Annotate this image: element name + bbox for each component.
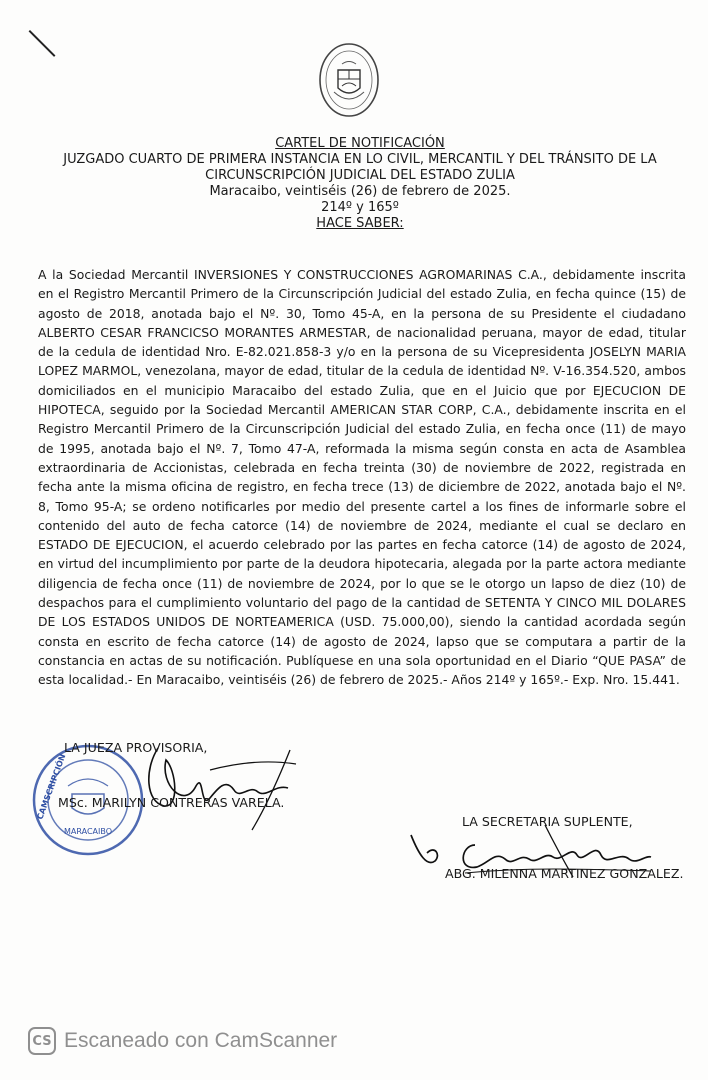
camscanner-text: Escaneado con CamScanner (64, 1029, 338, 1052)
camscanner-logo-icon: CS (28, 1027, 56, 1055)
court-name-line-2: CIRCUNSCRIPCIÓN JUDICIAL DEL ESTADO ZULIA (205, 168, 515, 183)
notice-paragraph: A la Sociedad Mercantil INVERSIONES Y CONSTRUCCIONES AGROMARINAS C.A., debidamente inscrita en el Registro Mercantil Primero de la Circunscripción Judicial del estado Zulia, en fecha quince (15) de agosto de 2018, anotada bajo el Nº. 30, Tomo 45-A, en la persona de su Presidente el ciudadano ALBERTO CESAR FRANCICSO MORANTES ARMESTAR, de nacionalidad peruana, mayor de edad, titular de la cedula de identidad Nro. E-82.021.858-3 y/o en la persona de su Vicepresidenta JOSELYN MARIA LOPEZ MARMOL, venezolana, mayor de edad, titular de la cedula de identidad Nº. V-16.354.520, ambos domiciliados en el municipio Maracaibo del estado Zulia, que en el Juicio que por EJECUCION DE HIPOTECA, seguido por la Sociedad Mercantil AMERICAN STAR CORP, C.A., debidamente inscrita en el Registro Mercantil Primero de la Circunscripción Judicial del estado Zulia, en fecha once (11) de mayo de 1995, anotada bajo el Nº. 7, Tomo 47-A, reformada la misma según consta en acta de Asamblea extraordinaria de Accionistas, celebrada en fecha treinta (30) de noviembre de 2022, registrada en fecha ante la misma oficina de registro, en fecha trece (13) de diciembre de 2022, anotada bajo el Nº. 8, Tomo 95-A; se ordeno notificarles por medio del presente cartel a los fines de informarle sobre el contenido del auto de fecha catorce (14) de noviembre de 2024, mediante el cual se declaro en ESTADO DE EJECUCION, el acuerdo celebrado por las partes en fecha catorce (14) de agosto de 2024, en virtud del incumplimiento por parte de la deudora hipotecaria, alegada por la parte actora mediante diligencia de fecha once (11) de noviembre de 2024, por lo que se le otorgo un lapso de diez (10) de despachos para el cumplimiento voluntario del pago de la cantidad de SETENTA Y CINCO MIL DOLARES DE LOS ESTADOS UNIDOS DE NORTEAMERICA (USD. 75.000,00), siendo la cantidad acordada según consta en escrito de fecha catorce (14) de agosto de 2024, lapso que se computara a partir de la constancia en actas de su notificación. Publíquese en una sola oportunidad en el Diario “QUE PASA” de esta localidad.- En Maracaibo, veintiséis (26) de febrero de 2025.- Años 214º y 165º.- Exp. Nro. 15.441. (38, 267, 686, 688)
jueza-title: LA JUEZA PROVISORIA, (64, 740, 208, 755)
hace-saber-heading: HACE SABER: (316, 216, 404, 231)
years-line: 214º y 165º (321, 200, 399, 215)
secretaria-title: LA SECRETARIA SUPLENTE, (462, 814, 633, 829)
pen-mark (29, 30, 56, 57)
secretaria-name: ABG. MILENNA MARTINEZ GONZALEZ. (445, 866, 684, 881)
notice-body (38, 265, 686, 690)
jueza-name: MSc. MARILYN CONTRERAS VARELA. (58, 795, 285, 810)
court-name-line-1: JUZGADO CUARTO DE PRIMERA INSTANCIA EN LO CIVIL, MERCANTIL Y DEL TRÁNSITO DE LA (63, 152, 657, 167)
stamp-text-top: CAMSCRIPCIÓN (35, 752, 68, 821)
document-header (40, 136, 680, 232)
coat-of-arms-seal-icon (318, 42, 380, 118)
stamp-text-city: MARACAIBO (64, 827, 113, 836)
document-date: Maracaibo, veintiséis (26) de febrero de 2025. (209, 184, 511, 199)
camscanner-footer (28, 1026, 337, 1056)
document-title: CARTEL DE NOTIFICACIÓN (275, 136, 445, 151)
